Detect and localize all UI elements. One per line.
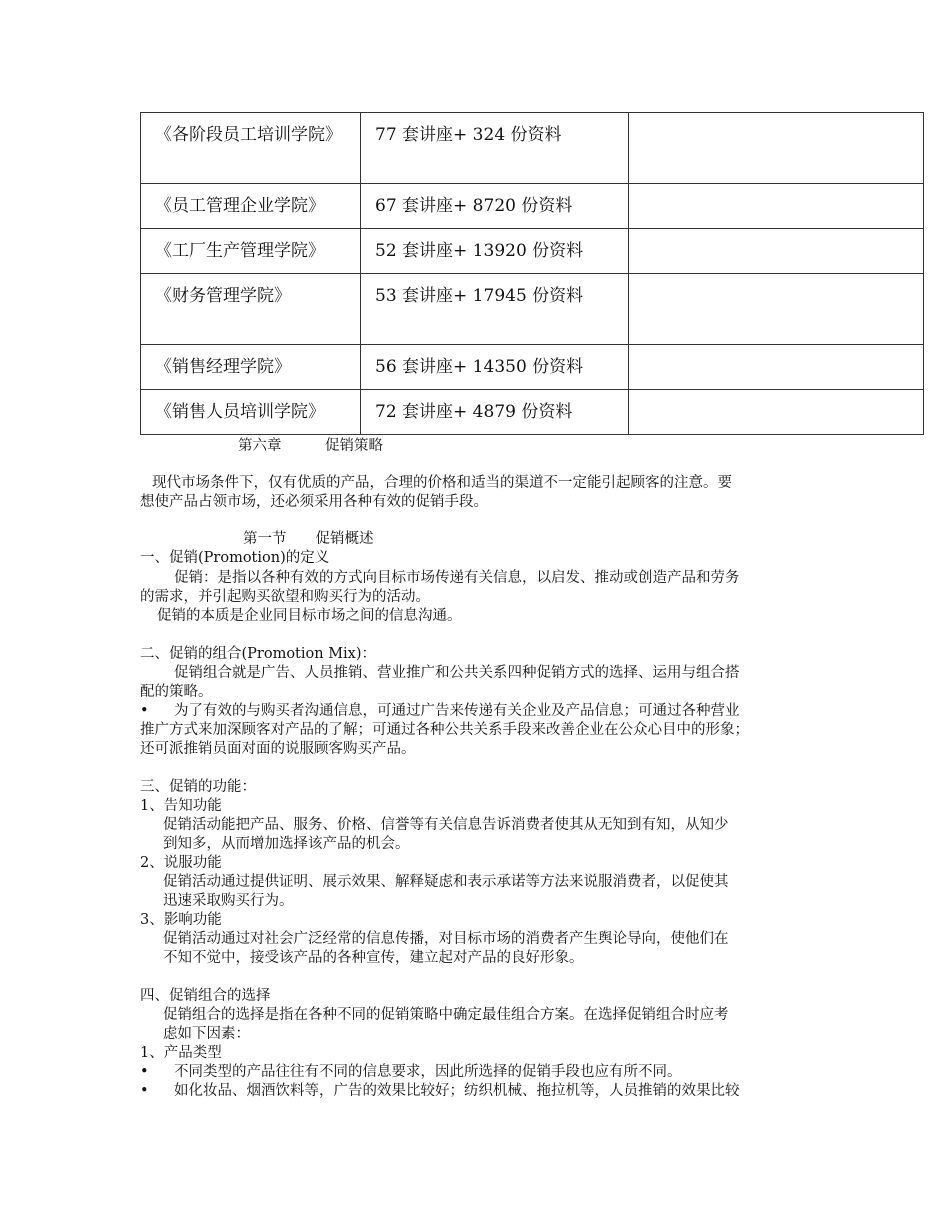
- course-content: 53 套讲座+ 17945 份资料: [361, 274, 629, 345]
- course-extra: [629, 113, 924, 184]
- course-content: 72 套讲座+ 4879 份资料: [361, 390, 629, 435]
- bullet-icon: •: [140, 703, 149, 719]
- heading: 二、促销的组合(Promotion Mix)：: [140, 646, 377, 662]
- subheading: 1、告知功能: [140, 798, 222, 814]
- bullet-icon: •: [140, 1064, 149, 1080]
- paragraph-line: 还可派推销员面对面的说服顾客购买产品。: [140, 741, 416, 757]
- paragraph-line: 不同类型的产品往往有不同的信息要求，因此所选择的促销手段也应有所不同。: [174, 1064, 682, 1080]
- paragraph-line: 促销活动能把产品、服务、价格、信誉等有关信息告诉消费者使其从无知到有知，从知少: [163, 817, 729, 833]
- table-row: [141, 229, 924, 274]
- paragraph-line: 到知多，从而增加选择该产品的机会。: [163, 836, 410, 852]
- paragraph-line: 如化妆品、烟酒饮料等，广告的效果比较好；纺织机械、拖拉机等，人员推销的效果比较: [174, 1083, 740, 1099]
- subheading: 3、影响功能: [140, 912, 222, 928]
- paragraph-line: 现代市场条件下，仅有优质的产品，合理的价格和适当的渠道不一定能引起顾客的注意。要: [152, 475, 732, 491]
- heading: 一、促销(Promotion)的定义: [140, 550, 330, 566]
- subheading: 2、说服功能: [140, 855, 222, 871]
- course-name: 《销售人员培训学院》: [141, 390, 361, 435]
- paragraph-line: 推广方式来加深顾客对产品的了解；可通过各种公共关系手段来改善企业在公众心目中的形象；: [140, 722, 749, 738]
- paragraph-line: 促销活动通过对社会广泛经常的信息传播，对目标市场的消费者产生舆论导向，使他们在: [163, 931, 729, 947]
- paragraph-line: 促销组合就是广告、人员推销、营业推广和公共关系四种促销方式的选择、运用与组合搭: [174, 665, 740, 681]
- course-content: 67 套讲座+ 8720 份资料: [361, 184, 629, 229]
- course-content: 56 套讲座+ 14350 份资料: [361, 345, 629, 390]
- course-extra: [629, 229, 924, 274]
- bullet-icon: •: [140, 1083, 149, 1099]
- course-content: 52 套讲座+ 13920 份资料: [361, 229, 629, 274]
- course-extra: [629, 184, 924, 229]
- course-name: 《工厂生产管理学院》: [141, 229, 361, 274]
- course-name: 《各阶段员工培训学院》: [141, 113, 361, 184]
- course-name: 《销售经理学院》: [141, 345, 361, 390]
- course-content: 77 套讲座+ 324 份资料: [361, 113, 629, 184]
- course-table: [140, 112, 924, 435]
- course-extra: [629, 274, 924, 345]
- table-row: [141, 345, 924, 390]
- paragraph-line: 促销：是指以各种有效的方式向目标市场传递有关信息，以启发、推动或创造产品和劳务: [174, 570, 740, 586]
- table-row: [141, 184, 924, 229]
- course-extra: [629, 345, 924, 390]
- paragraph-line: 为了有效的与购买者沟通信息，可通过广告来传递有关企业及产品信息；可通过各种营业: [174, 703, 740, 719]
- course-name: 《财务管理学院》: [141, 274, 361, 345]
- course-name: 《员工管理企业学院》: [141, 184, 361, 229]
- paragraph-line: 想使产品占领市场，还必须采用各种有效的促销手段。: [140, 494, 488, 510]
- heading: 三、促销的功能：: [140, 779, 256, 795]
- paragraph-line: 配的策略。: [140, 684, 213, 700]
- chapter-title: 第六章 促销策略: [238, 438, 383, 454]
- subheading: 1、产品类型: [140, 1045, 222, 1061]
- paragraph-line: 促销的本质是企业同目标市场之间的信息沟通。: [157, 608, 462, 624]
- paragraph-line: 虑如下因素：: [163, 1026, 250, 1042]
- table-row: [141, 113, 924, 184]
- paragraph-line: 促销组合的选择是指在各种不同的促销策略中确定最佳组合方案。在选择促销组合时应考: [163, 1007, 729, 1023]
- paragraph-line: 促销活动通过提供证明、展示效果、解释疑虑和表示承诺等方法来说服消费者，以促使其: [163, 874, 729, 890]
- course-extra: [629, 390, 924, 435]
- heading: 四、促销组合的选择: [140, 988, 271, 1004]
- paragraph-line: 的需求，并引起购买欲望和购买行为的活动。: [140, 589, 430, 605]
- section-title: 第一节 促销概述: [243, 531, 374, 547]
- table-row: [141, 274, 924, 345]
- paragraph-line: 不知不觉中，接受该产品的各种宣传，建立起对产品的良好形象。: [163, 950, 584, 966]
- table-row: [141, 390, 924, 435]
- paragraph-line: 迅速采取购买行为。: [163, 893, 294, 909]
